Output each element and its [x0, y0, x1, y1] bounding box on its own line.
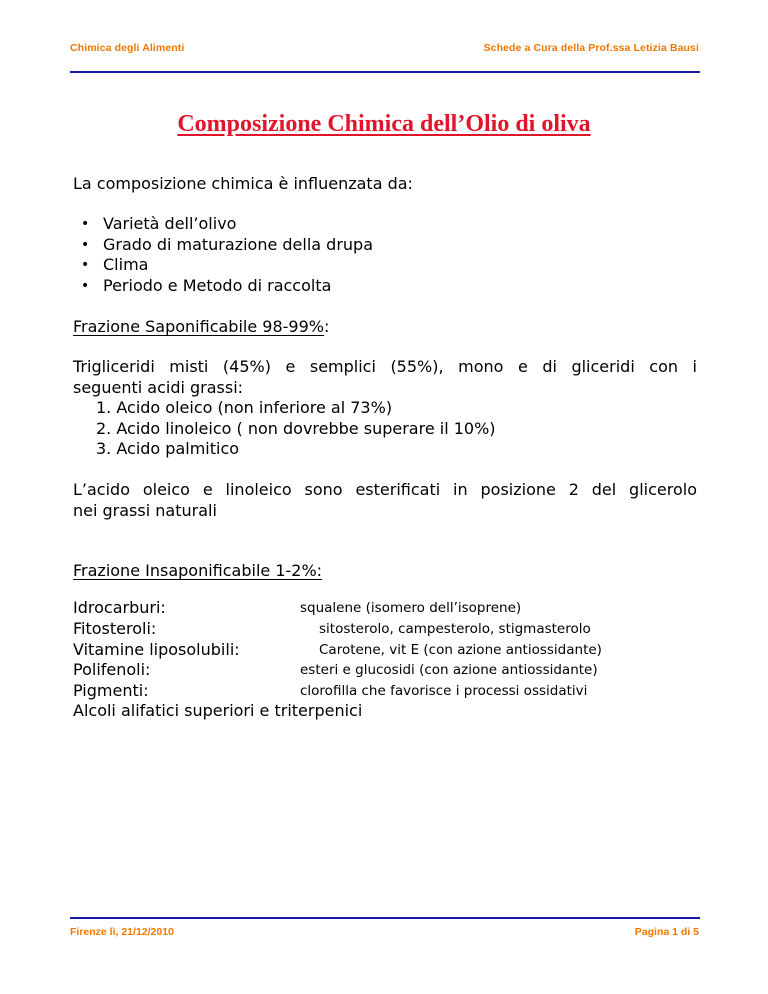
- page-title: Composizione Chimica dell’Olio di oliva: [177, 111, 591, 137]
- footer-rule: [70, 917, 700, 919]
- saponificabile-heading: [73, 317, 329, 337]
- saponificabile-heading-text: Frazione Saponificabile 98-99%: [73, 317, 324, 336]
- saponificabile-paragraph-line: seguenti acidi grassi:: [73, 378, 244, 397]
- bullet-item: Clima: [103, 255, 149, 274]
- footer-date: Firenze lì, 21/12/2010: [70, 926, 174, 938]
- header-left-text: Chimica degli Alimenti: [70, 42, 185, 54]
- saponificabile-heading-suffix: :: [323, 317, 330, 336]
- bullet-item: Grado di maturazione della drupa: [103, 235, 374, 254]
- bullet-item: Periodo e Metodo di raccolta: [103, 276, 332, 295]
- intro-text: La composizione chimica è influenzata da:: [73, 174, 413, 193]
- component-value: Carotene, vit E (con azione antiossidante): [319, 642, 602, 658]
- component-label: Vitamine liposolubili:: [73, 640, 240, 659]
- component-label: Polifenoli:: [73, 660, 151, 679]
- header-right-text: Schede a Cura della Prof.ssa Letizia Bausi: [483, 42, 699, 54]
- alcohols-line: Alcoli alifatici superiori e triterpenici: [73, 701, 363, 720]
- component-value: esteri e glucosidi (con azione antiossidante): [300, 662, 598, 678]
- esterification-note-line: nei grassi naturali: [73, 501, 217, 520]
- bullet-dot-icon: •: [81, 278, 90, 294]
- bullet-dot-icon: •: [81, 257, 90, 273]
- bullet-item: Varietà dell’olivo: [103, 214, 237, 233]
- component-label: Pigmenti:: [73, 681, 149, 700]
- fatty-acid-item: 3. Acido palmitico: [96, 439, 240, 458]
- fatty-acid-item: 2. Acido linoleico ( non dovrebbe superare il 10%): [96, 419, 496, 438]
- esterification-note-line: L’acido oleico e linoleico sono esterificati in posizione 2 del glicerolo: [73, 480, 697, 499]
- component-label: Idrocarburi:: [73, 598, 166, 617]
- component-value: sitosterolo, campesterolo, stigmasterolo: [319, 621, 591, 637]
- component-label: Fitosteroli:: [73, 619, 157, 638]
- component-value: clorofilla che favorisce i processi ossidativi: [300, 683, 588, 699]
- fatty-acid-item: 1. Acido oleico (non inferiore al 73%): [96, 398, 393, 417]
- insaponificabile-heading: Frazione Insaponificabile 1-2%:: [73, 561, 323, 580]
- saponificabile-paragraph-line: Trigliceridi misti (45%) e semplici (55%), mono e di gliceridi con i: [73, 357, 697, 376]
- bullet-dot-icon: •: [81, 237, 90, 253]
- header-rule: [70, 71, 700, 73]
- page-number: Pagina 1 di 5: [634, 926, 699, 938]
- bullet-dot-icon: •: [81, 216, 90, 232]
- component-value: squalene (isomero dell’isoprene): [300, 600, 522, 616]
